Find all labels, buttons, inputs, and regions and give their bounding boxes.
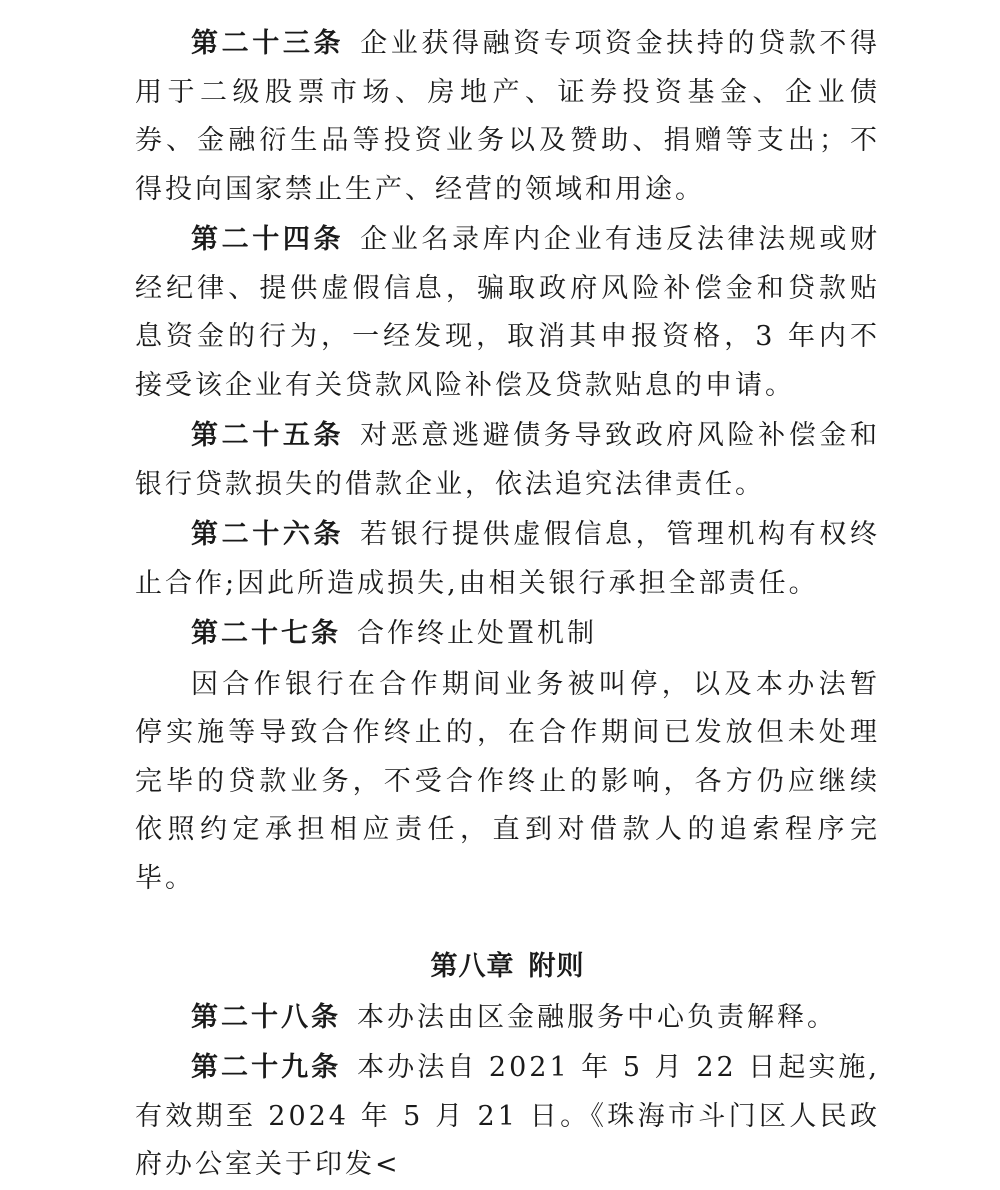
chapter-heading	[135, 943, 880, 992]
article-title: 第二十六条	[191, 519, 345, 550]
article-24	[135, 216, 880, 410]
article-text: 企业名录库内企业有违反法律法规或财经纪律、提供虚假信息，骗取政府风险补偿金和贷款贴息资金的行为，一经发现，取消其申报资格，3 年内不接受该企业有关贷款风险补偿及贷款贴息的申请。	[135, 224, 881, 401]
article-29	[135, 1044, 880, 1190]
article-text: 企业获得融资专项资金扶持的贷款不得用于二级股票市场、房地产、证券投资基金、企业债券、金融衍生品等投资业务以及赞助、捐赠等支出；不得投向国家禁止生产、经营的领域和用途。	[135, 28, 881, 205]
article-title: 第二十五条	[191, 420, 345, 451]
article-text: 若银行提供虚假信息，管理机构有权终止合作;因此所造成损失,由相关银行承担全部责任。	[135, 519, 881, 599]
article-27	[135, 610, 880, 659]
article-text: 合作终止处置机制	[357, 618, 597, 649]
article-text: 本办法由区金融服务中心负责解释。	[357, 1001, 837, 1033]
article-23	[135, 20, 880, 214]
document-page	[135, 20, 880, 1190]
article-title: 第二十四条	[191, 224, 345, 255]
article-26	[135, 511, 880, 608]
article-28	[135, 994, 880, 1043]
article-25	[135, 412, 880, 509]
article-title: 第二十八条	[191, 1001, 341, 1033]
chapter-number: 第八章	[430, 951, 515, 982]
article-text: 对恶意逃避债务导致政府风险补偿金和银行贷款损失的借款企业，依法追究法律责任。	[135, 420, 881, 500]
chapter-name: 附则	[528, 951, 585, 982]
article-title: 第二十九条	[191, 1052, 342, 1083]
body-paragraph: 因合作银行在合作期间业务被叫停，以及本办法暂停实施等导致合作终止的，在合作期间已发放但未处理完毕的贷款业务，不受合作终止的影响，各方仍应继续依照约定承担相应责任，直到对借款人的追索程序完毕。	[135, 668, 880, 894]
article-title: 第二十三条	[191, 28, 345, 59]
article-title: 第二十七条	[191, 618, 341, 649]
article-text: 本办法自 2021 年 5 月 22 日起实施,有效期至 2024 年 5 月 21 日。《珠海市斗门区人民政府办公室关于印发<	[135, 1052, 881, 1180]
